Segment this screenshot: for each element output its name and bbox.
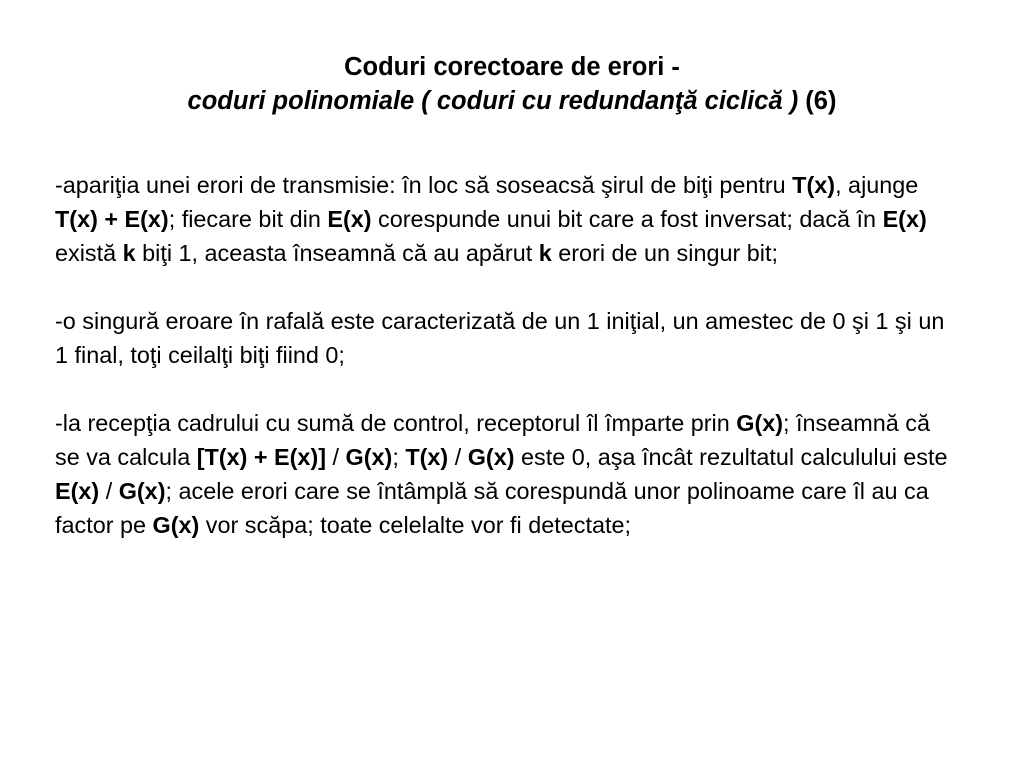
text-run: ; înseamnă că se va calcula: [55, 410, 930, 470]
text-run: există: [55, 240, 123, 266]
slide-body: [55, 168, 955, 576]
bold-term: k: [122, 240, 136, 266]
title-line-1: Coduri corectoare de erori -: [344, 53, 680, 81]
text-run: ; acele erori care se întâmplă să corespundă unor polinoame care îl au ca factor pe: [55, 478, 929, 538]
text-run: -apariţia unei erori de transmisie: în loc să soseacsă şirul de biţi pentru: [55, 172, 793, 198]
bold-term: G(x): [152, 512, 200, 538]
text-run: /: [99, 478, 119, 504]
title-line-2: [0, 84, 1024, 118]
text-run: ;: [392, 444, 406, 470]
text-run: este 0, aşa încât rezultatul calculului este: [514, 444, 948, 470]
slide-title: [0, 50, 1024, 118]
bold-term: T(x): [405, 444, 449, 470]
paragraph-transmission-error: [55, 168, 955, 270]
text-run: vor scăpa; toate celelalte vor fi detectate;: [199, 512, 631, 538]
text-run: ; fiecare bit din: [168, 206, 328, 232]
bold-term: G(x): [736, 410, 784, 436]
bold-term: G(x): [345, 444, 393, 470]
paragraph-burst-error: [55, 304, 955, 372]
bold-term: T(x) + E(x): [55, 206, 169, 232]
text-run: /: [326, 444, 346, 470]
title-slide-number: (6): [798, 87, 837, 115]
text-run: -o singură eroare în rafală este caracterizată de un 1 iniţial, un amestec de 0 şi 1 şi un 1 final, toţi ceilalţi biţi fiind 0;: [55, 308, 945, 368]
bold-term: E(x): [55, 478, 100, 504]
text-run: , ajunge: [835, 172, 919, 198]
paragraph-reception-check: [55, 406, 955, 542]
bold-term: G(x): [467, 444, 515, 470]
title-subtitle-italic: coduri polinomiale ( coduri cu redundanţă ciclică ): [187, 87, 799, 115]
bold-term: k: [538, 240, 552, 266]
text-run: corespunde unui bit care a fost inversat; dacă în: [371, 206, 883, 232]
bold-term: G(x): [118, 478, 166, 504]
text-run: -la recepţia cadrului cu sumă de control, receptorul îl împarte prin: [55, 410, 737, 436]
bold-term: T(x): [792, 172, 836, 198]
text-run: biţi 1, aceasta înseamnă că au apărut: [135, 240, 539, 266]
bold-term: E(x): [327, 206, 372, 232]
text-run: erori de un singur bit;: [551, 240, 778, 266]
bold-term: [T(x) + E(x)]: [196, 444, 327, 470]
bold-term: E(x): [882, 206, 927, 232]
text-run: /: [448, 444, 468, 470]
